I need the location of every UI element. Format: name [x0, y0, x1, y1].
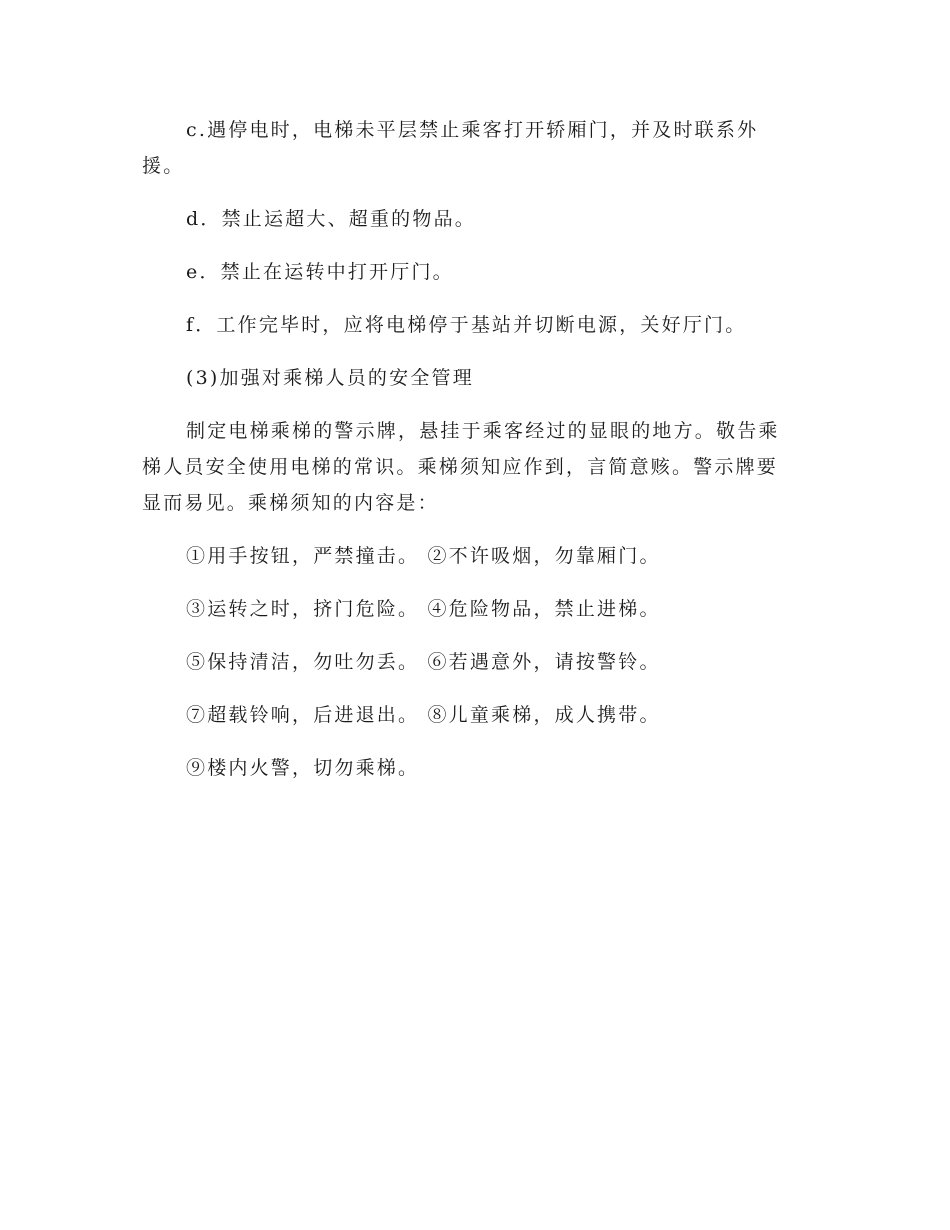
- paragraph-d: d．禁止运超大、超重的物品。: [186, 208, 476, 230]
- section-heading: (3)加强对乘梯人员的安全管理: [186, 367, 474, 389]
- rule-line-4: ⑦超载铃响，后进退出。 ⑧儿童乘梯，成人携带。: [186, 704, 661, 726]
- rule-line-5: ⑨楼内火警，切勿乘梯。: [186, 757, 420, 779]
- rule-line-2: ③运转之时，挤门危险。 ④危险物品，禁止进梯。: [186, 598, 661, 620]
- document-body: [142, 112, 798, 786]
- paragraph-f: f．工作完毕时，应将电梯停于基站并切断电源，关好厅门。: [186, 314, 747, 336]
- paragraph-c: c.遇停电时，电梯未平层禁止乘客打开轿厢门，并及时联系外援。: [142, 119, 759, 177]
- paragraph-e: e．禁止在运转中打开厅门。: [186, 261, 454, 283]
- rule-line-1: ①用手按钮，严禁撞击。 ②不许吸烟，勿靠厢门。: [186, 545, 661, 567]
- paragraph-notice: 制定电梯乘梯的警示牌，悬挂于乘客经过的显眼的地方。敬告乘梯人员安全使用电梯的常识。乘梯须知应作到，言简意赅。警示牌要显而易见。乘梯须知的内容是：: [142, 420, 780, 514]
- rule-line-3: ⑤保持清洁，勿吐勿丢。 ⑥若遇意外，请按警铃。: [186, 651, 661, 673]
